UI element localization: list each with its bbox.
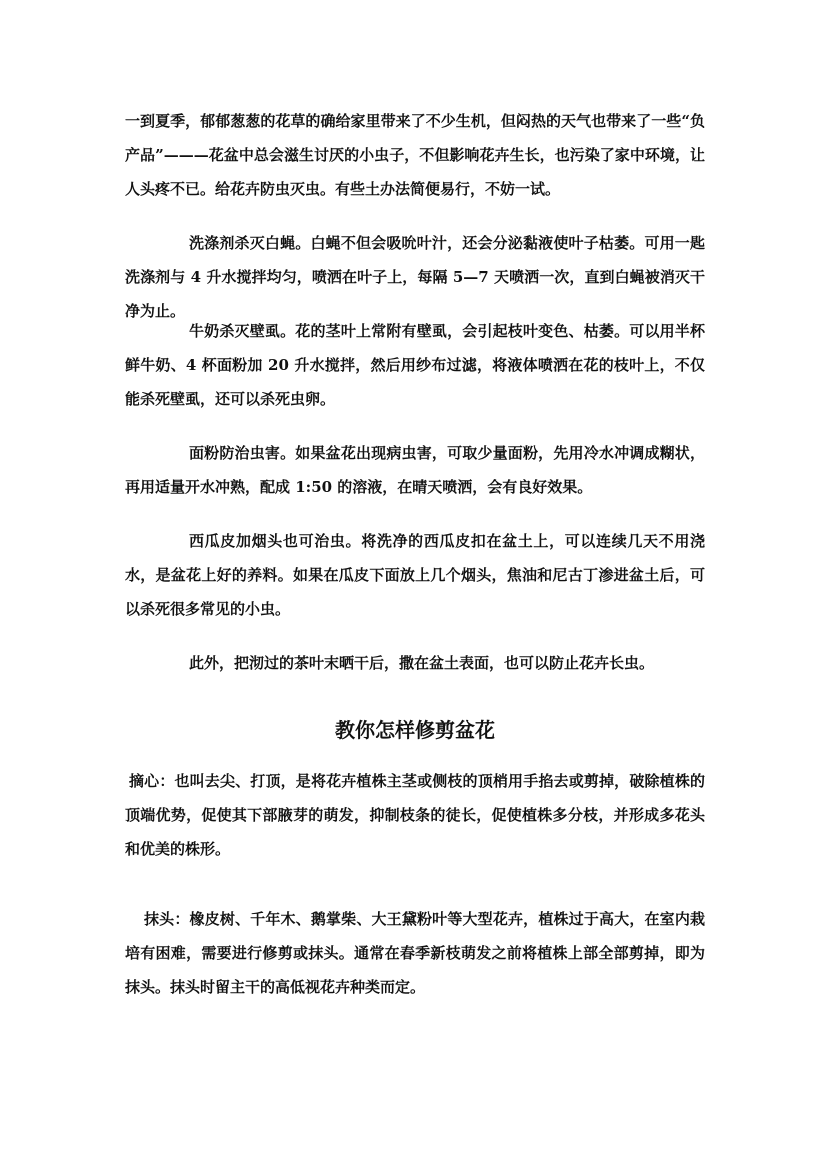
tip-paragraph-milk: 牛奶杀灭壁虱。花的茎叶上常附有壁虱，会引起枝叶变色、枯萎。可以用半杯鲜牛奶、4 杯面粉加 20 升水搅拌，然后用纱布过滤，将液体喷洒在花的枝叶上，不仅能杀死壁虱，还可以杀死虫卵。: [125, 322, 705, 408]
tip-paragraph-detergent: 洗涤剂杀灭白蝇。白蝇不但会吸吮叶汁，还会分泌黏液使叶子枯萎。可用一匙洗涤剂与 4 升水搅拌均匀，喷洒在叶子上，每隔 5—7 天喷洒一次，直到白蝇被消灭干净为止。: [125, 234, 705, 320]
pruning-paragraph-topping: 抹头：橡皮树、千年木、鹅掌柴、大王黛粉叶等大型花卉，植株过于高大，在室内栽培有困难，需要进行修剪或抹头。通常在春季新枝萌发之前将植株上部全部剪掉，即为抹头。抹头时留主干的高低视花卉种类而定。: [125, 910, 705, 996]
intro-paragraph: 一到夏季，郁郁葱葱的花草的确给家里带来了不少生机，但闷热的天气也带来了一些“负产品”———花盆中总会滋生讨厌的小虫子，不但影响花卉生长，也污染了家中环境，让人头疼不已。给花卉防虫灭虫。有些土办法简便易行，不妨一试。: [125, 112, 705, 198]
tip-paragraph-watermelon: 西瓜皮加烟头也可治虫。将洗净的西瓜皮扣在盆土上，可以连续几天不用浇水，是盆花上好的养料。如果在瓜皮下面放上几个烟头，焦油和尼古丁渗进盆土后，可以杀死很多常见的小虫。: [125, 532, 705, 618]
tip-paragraph-tea: 此外，把沏过的茶叶末晒干后，撒在盆土表面，也可以防止花卉长虫。: [189, 654, 655, 672]
tip-paragraph-flour: 面粉防治虫害。如果盆花出现病虫害，可取少量面粉，先用冷水冲调成糊状，再用适量开水冲熟，配成 1:50 的溶液，在晴天喷洒，会有良好效果。: [125, 444, 705, 496]
pruning-paragraph-pinching: 摘心：也叫去尖、打顶，是将花卉植株主茎或侧枝的顶梢用手掐去或剪掉，破除植株的顶端优势，促使其下部腋芽的萌发，抑制枝条的徒长，促使植株多分枝，并形成多花头和优美的株形。: [125, 772, 705, 858]
section-title: 教你怎样修剪盆花: [335, 718, 495, 742]
